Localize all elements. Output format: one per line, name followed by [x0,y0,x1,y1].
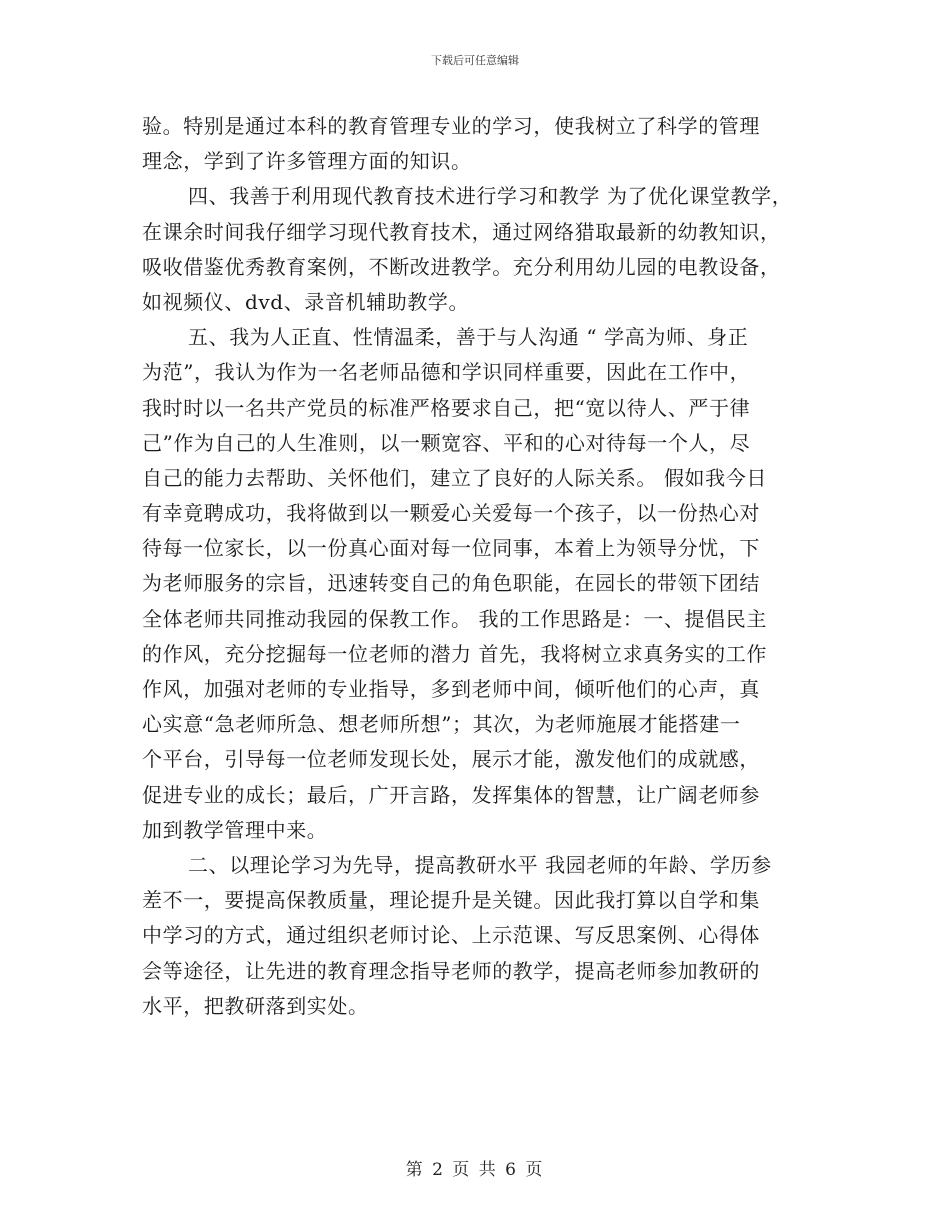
text-line: 四、我善于利用现代教育技术进行学习和教学 为了优化课堂教学， [188,184,793,209]
text-line: 理念，学到了许多管理方面的知识。 [142,149,472,174]
text-line: 加到教学管理中来。 [142,817,328,842]
text-line: 促进专业的成长；最后，广开言路，发挥集体的智慧，让广阔老师参 [142,782,760,807]
text-line: 心实意“急老师所急、想老师所想”；其次，为老师施展才能搭建一 [142,712,741,737]
text-line: 个平台，引导每一位老师发现长处，展示才能，激发他们的成就感， [142,747,760,772]
text-line: 水平，把教研落到实处。 [142,993,369,1018]
document-body [142,109,822,1024]
text-line: 为范”，我认为作为一名老师品德和学识同样重要，因此在工作中， [142,360,751,385]
text-line: 会等途径，让先进的教育理念指导老师的教学，提高老师参加教研的 [142,958,760,983]
page-number-footer: 第 2 页 共 6 页 [405,1160,545,1180]
text-line: 在课余时间我仔细学习现代教育技术，通过网络猎取最新的幼教知识， [142,219,781,244]
text-line: 的作风，充分挖掘每一位老师的潜力 首先，我将树立求真务实的工作 [142,641,767,666]
text-line: 为老师服务的宗旨，迅速转变自己的角色职能，在园长的带领下团结 [142,571,760,596]
text-line: 如视频仪、dvd、录音机辅助教学。 [142,289,470,314]
text-line: 差不一，要提高保教质量，理论提升是关键。因此我打算以自学和集 [142,888,760,913]
text-line: 我时时以一名共产党员的标准严格要求自己，把“宽以待人、严于律 [142,395,751,420]
text-line: 中学习的方式，通过组织老师讨论、上示范课、写反思案例、心得体 [142,923,760,948]
text-line: 有幸竟聘成功，我将做到以一颗爱心关爱每一个孩子，以一份热心对 [142,501,760,526]
text-line: 五、我为人正直、性情温柔，善于与人沟通 “ 学高为师、身正 [188,325,749,350]
page-header: 下载后可任意编辑 [431,54,519,67]
text-line: 作风，加强对老师的专业指导，多到老师中间，倾听他们的心声，真 [142,677,760,701]
text-line: 待每一位家长，以一份真心面对每一位同事，本着上为领导分忧，下 [142,536,760,561]
text-line: 吸收借鉴优秀教育案例，不断改进教学。充分利用幼儿园的电教设备， [142,254,781,279]
text-line: 二、以理论学习为先导，提高教研水平 我园老师的年龄、学历参 [188,852,772,877]
text-line: 验。特别是通过本科的教育管理专业的学习，使我树立了科学的管理 [142,114,760,138]
text-line: 己”作为自己的人生准则，以一颗宽容、平和的心对待每一个人，尽 [142,430,751,455]
text-line: 全体老师共同推动我园的保教工作。 我的工作思路是：一、提倡民主 [142,606,767,631]
text-line: 自己的能力去帮助、关怀他们，建立了良好的人际关系。 假如我今日 [142,465,767,490]
